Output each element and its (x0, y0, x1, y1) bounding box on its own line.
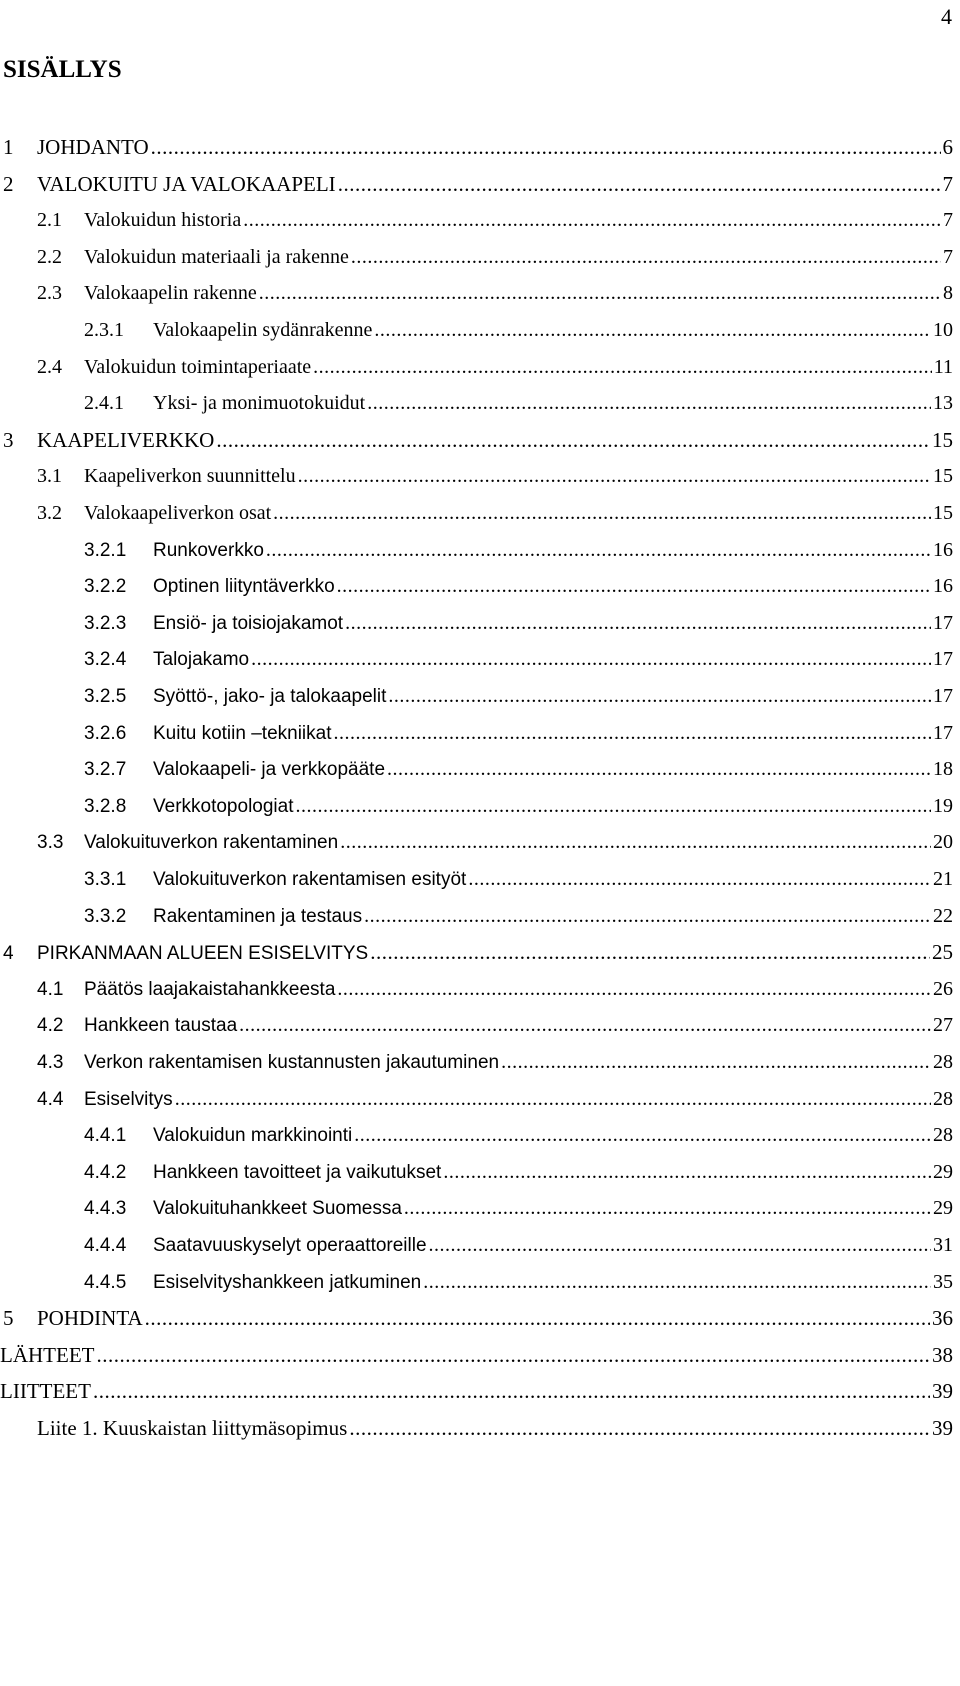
toc-entry-label: Rakentaminen ja testaus (153, 905, 363, 927)
toc-entry[interactable] (0, 532, 960, 568)
toc-entry-number: 3.2.2 (84, 576, 127, 598)
toc-dot-leader (374, 312, 931, 348)
toc-dot-leader (354, 1117, 931, 1153)
toc-dot-leader (468, 861, 931, 897)
toc-entry[interactable] (0, 568, 960, 604)
toc-entry[interactable] (0, 605, 960, 641)
toc-entry-number: 4.4.4 (84, 1235, 127, 1256)
toc-entry[interactable] (0, 202, 960, 238)
toc-entry-page: 11 (933, 355, 953, 378)
toc-entry-label: Verkon rakentamisen kustannusten jakautuminen (84, 1052, 500, 1073)
toc-entry-label: Verkkotopologiat (153, 795, 294, 817)
toc-entry[interactable] (0, 824, 960, 860)
toc-entry-number: 3.2 (37, 502, 62, 524)
toc-entry-label: Kaapeliverkon suunnittelu (84, 465, 296, 488)
toc-entry-number: 3.2.5 (84, 686, 127, 707)
toc-entry-label: POHDINTA (37, 1306, 143, 1331)
toc-entry-page: 7 (942, 171, 953, 196)
toc-entry[interactable] (0, 898, 960, 934)
toc-entry-number: 2.3.1 (84, 319, 124, 341)
toc-dot-leader (340, 824, 931, 860)
toc-entry-page: 17 (933, 648, 953, 671)
toc-dot-leader (313, 349, 932, 385)
toc-entry-label: Saatavuuskyselyt operaattoreille (153, 1235, 427, 1256)
toc-entry-label: Liite 1. Kuuskaistan liittymäsopimus (37, 1416, 348, 1440)
toc-entry-label: VALOKUITU JA VALOKAAPELI (37, 171, 336, 196)
toc-entry-number: 3.2.3 (84, 612, 127, 634)
toc-entry[interactable] (0, 458, 960, 494)
toc-entry-page: 15 (932, 427, 953, 452)
toc-entry[interactable] (0, 1337, 960, 1373)
toc-entry-number: 2.2 (37, 245, 62, 268)
toc-entry-page: 6 (942, 135, 953, 159)
toc-entry-label: KAAPELIVERKKO (37, 427, 215, 452)
toc-entry-label: Hankkeen tavoitteet ja vaikutukset (153, 1161, 442, 1183)
toc-entry-page: 29 (933, 1197, 953, 1220)
toc-dot-leader (345, 605, 931, 641)
toc-dot-leader (364, 898, 931, 934)
toc-dot-leader (387, 751, 931, 787)
toc-entry-label: Valokuituverkon rakentaminen (84, 832, 339, 854)
toc-entry-number: 4.3 (37, 1052, 64, 1073)
toc-dot-leader (443, 1154, 931, 1190)
toc-dot-leader (273, 495, 931, 531)
toc-entry-label: Valokuidun toimintaperiaate (84, 355, 312, 378)
toc-entry-page: 28 (933, 1124, 953, 1147)
toc-entry-page: 7 (943, 245, 953, 268)
toc-entry-number: 4.4.5 (84, 1271, 127, 1293)
toc-entry-label: Yksi- ja monimuotokuidut (153, 392, 366, 415)
toc-dot-leader (298, 458, 931, 494)
toc-entry[interactable] (0, 129, 960, 165)
toc-entry-label: Talojakamo (153, 649, 250, 671)
toc-dot-leader (349, 1410, 930, 1446)
toc-dot-leader (151, 129, 941, 165)
toc-entry-page: 17 (933, 721, 953, 744)
toc-entry-label: Hankkeen taustaa (84, 1015, 238, 1037)
toc-entry-page: 16 (933, 538, 953, 561)
toc-entry[interactable] (0, 1190, 960, 1226)
toc-dot-leader (259, 275, 941, 311)
toc-entry[interactable] (0, 1264, 960, 1300)
toc-dot-leader (423, 1264, 931, 1300)
toc-dot-leader (266, 532, 931, 568)
toc-dot-leader (501, 1044, 931, 1080)
toc-entry-label: Päätös laajakaistahankkeesta (84, 978, 336, 1000)
toc-dot-leader (216, 422, 930, 458)
toc-dot-leader (175, 1081, 931, 1117)
toc-entry-number: 3.2.4 (84, 649, 127, 671)
toc-entry[interactable] (0, 678, 960, 714)
toc-entry-label: PIRKANMAAN ALUEEN ESISELVITYS (37, 943, 369, 965)
toc-entry[interactable] (0, 422, 960, 458)
toc-entry[interactable] (0, 1373, 960, 1409)
toc-entry-label: Valokuidun historia (84, 209, 242, 232)
toc-entry-page: 26 (933, 977, 953, 1000)
toc-entry-page: 13 (933, 392, 953, 415)
toc-entry-page: 39 (932, 1416, 953, 1440)
toc-entry-label: Valokuidun materiaali ja rakenne (84, 245, 349, 268)
toc-entry-page: 29 (933, 1160, 953, 1183)
toc-entry-number: 1 (3, 135, 14, 159)
toc-entry-number: 4.4.2 (84, 1161, 127, 1183)
toc-entry-label: Esiselvityshankkeen jatkuminen (153, 1271, 422, 1293)
toc-entry[interactable] (0, 1300, 960, 1336)
toc-entry-page: 28 (933, 1051, 953, 1073)
toc-entry-label: LIITTEET (0, 1379, 91, 1404)
toc-dot-leader (429, 1227, 931, 1263)
toc-entry-number: 2 (3, 171, 14, 196)
toc-entry[interactable] (0, 1117, 960, 1153)
toc-entry-number: 4.1 (37, 978, 64, 1000)
toc-entry-page: 15 (933, 502, 953, 524)
toc-dot-leader (338, 166, 941, 202)
toc-dot-leader (334, 715, 932, 751)
toc-entry[interactable] (0, 275, 960, 311)
toc-dot-leader (367, 385, 931, 421)
toc-dot-leader (296, 788, 932, 824)
toc-entry[interactable] (0, 239, 960, 275)
toc-entry[interactable] (0, 934, 960, 970)
toc-entry-page: 7 (943, 209, 953, 232)
toc-entry-page: 10 (933, 319, 953, 341)
toc-entry[interactable] (0, 751, 960, 787)
toc-entry-number: 3.3.1 (84, 869, 127, 890)
toc-entry-label: Valokaapeliverkon osat (84, 502, 272, 524)
toc-entry[interactable] (0, 1227, 960, 1263)
toc-entry-page: 19 (933, 794, 953, 817)
toc-entry-number: 2.4.1 (84, 392, 124, 415)
toc-entry-number: 2.4 (37, 355, 62, 378)
toc-entry-number: 4.2 (37, 1015, 64, 1037)
toc-entry-page: 22 (933, 904, 953, 927)
toc-entry-page: 38 (932, 1342, 953, 1367)
toc-entry-label: LÄHTEET (0, 1342, 95, 1367)
toc-entry-page: 15 (933, 465, 953, 488)
toc-entry[interactable] (0, 788, 960, 824)
toc-entry-page: 31 (933, 1234, 953, 1256)
toc-entry-label: Esiselvitys (84, 1088, 173, 1110)
toc-dot-leader (243, 202, 941, 238)
toc-entry[interactable] (0, 1154, 960, 1190)
toc-entry-label: JOHDANTO (37, 135, 149, 159)
toc-entry-label: Valokuituhankkeet Suomessa (153, 1198, 402, 1220)
page-number: 4 (941, 4, 952, 29)
toc-entry-page: 39 (932, 1379, 953, 1404)
toc-dot-leader (337, 971, 931, 1007)
toc-entry-number: 4.4 (37, 1088, 64, 1110)
toc-entry-label: Optinen liityntäverkko (153, 576, 335, 598)
toc-entry-page: 25 (932, 940, 953, 965)
toc-entry[interactable] (0, 715, 960, 751)
toc-entry[interactable] (0, 312, 960, 348)
toc-entry-page: 36 (932, 1306, 953, 1331)
toc-entry[interactable] (0, 641, 960, 677)
toc-entry[interactable] (0, 385, 960, 421)
toc-entry-number: 3.1 (37, 465, 62, 488)
toc-dot-leader (337, 568, 931, 604)
toc-entry-page: 18 (933, 758, 953, 781)
toc-entry-label: Valokuituverkon rakentamisen esityöt (153, 869, 467, 890)
toc-entry-label: Ensiö- ja toisiojakamot (153, 612, 344, 634)
toc-dot-leader (370, 934, 930, 970)
toc-entry[interactable] (0, 166, 960, 202)
toc-entry[interactable] (0, 971, 960, 1007)
toc-entry-number: 3.2.7 (84, 759, 127, 781)
toc-entry-label: Kuitu kotiin –tekniikat (153, 722, 332, 744)
toc-entry-number: 4.4.3 (84, 1198, 127, 1220)
toc-entry-label: Valokaapelin rakenne (84, 282, 257, 305)
toc-entry-page: 17 (933, 611, 953, 634)
toc-entry-page: 8 (943, 282, 953, 305)
toc-entry-page: 35 (933, 1270, 953, 1293)
toc-entry-page: 21 (933, 868, 953, 890)
toc-entry-number: 2.3 (37, 282, 62, 305)
toc-entry-number: 5 (3, 1306, 14, 1331)
toc-entry-page: 16 (933, 575, 953, 598)
toc-entry[interactable] (0, 1410, 960, 1446)
toc-entry-label: Runkoverkko (153, 539, 264, 561)
toc-dot-leader (351, 239, 941, 275)
toc-entry-page: 27 (933, 1014, 953, 1037)
toc-entry[interactable] (0, 495, 960, 531)
toc-dot-leader (93, 1373, 930, 1409)
toc-entry-number: 3.2.6 (84, 722, 127, 744)
toc-entry-number: 3.2.1 (84, 539, 127, 561)
toc-entry[interactable] (0, 1007, 960, 1043)
toc-dot-leader (145, 1300, 930, 1336)
toc-dot-leader (96, 1337, 930, 1373)
toc-entry-number: 3.2.8 (84, 795, 127, 817)
toc-entry-page: 17 (933, 685, 953, 707)
toc-entry-page: 20 (933, 831, 953, 854)
toc-dot-leader (239, 1007, 931, 1043)
toc-entry-number: 4 (3, 943, 14, 965)
toc-entry-number: 3.3.2 (84, 905, 127, 927)
toc-entry-label: Valokuidun markkinointi (153, 1125, 353, 1147)
toc-dot-leader (404, 1190, 931, 1226)
toc-entry-label: Valokaapeli- ja verkkopääte (153, 759, 386, 781)
toc-dot-leader (251, 641, 931, 677)
toc-entry-label: Valokaapelin sydänrakenne (153, 319, 373, 341)
toc-entry[interactable] (0, 861, 960, 897)
toc-entry[interactable] (0, 349, 960, 385)
toc-entry[interactable] (0, 1044, 960, 1080)
toc-entry[interactable] (0, 1081, 960, 1117)
toc-dot-leader (388, 678, 931, 714)
toc-entry-number: 2.1 (37, 209, 62, 232)
toc-entry-page: 28 (933, 1087, 953, 1110)
toc-entry-number: 3.3 (37, 832, 64, 854)
toc-entry-label: Syöttö-, jako- ja talokaapelit (153, 686, 387, 707)
toc-title: SISÄLLYS (3, 56, 122, 83)
toc-entry-number: 3 (3, 427, 14, 452)
toc-entry-number: 4.4.1 (84, 1125, 127, 1147)
